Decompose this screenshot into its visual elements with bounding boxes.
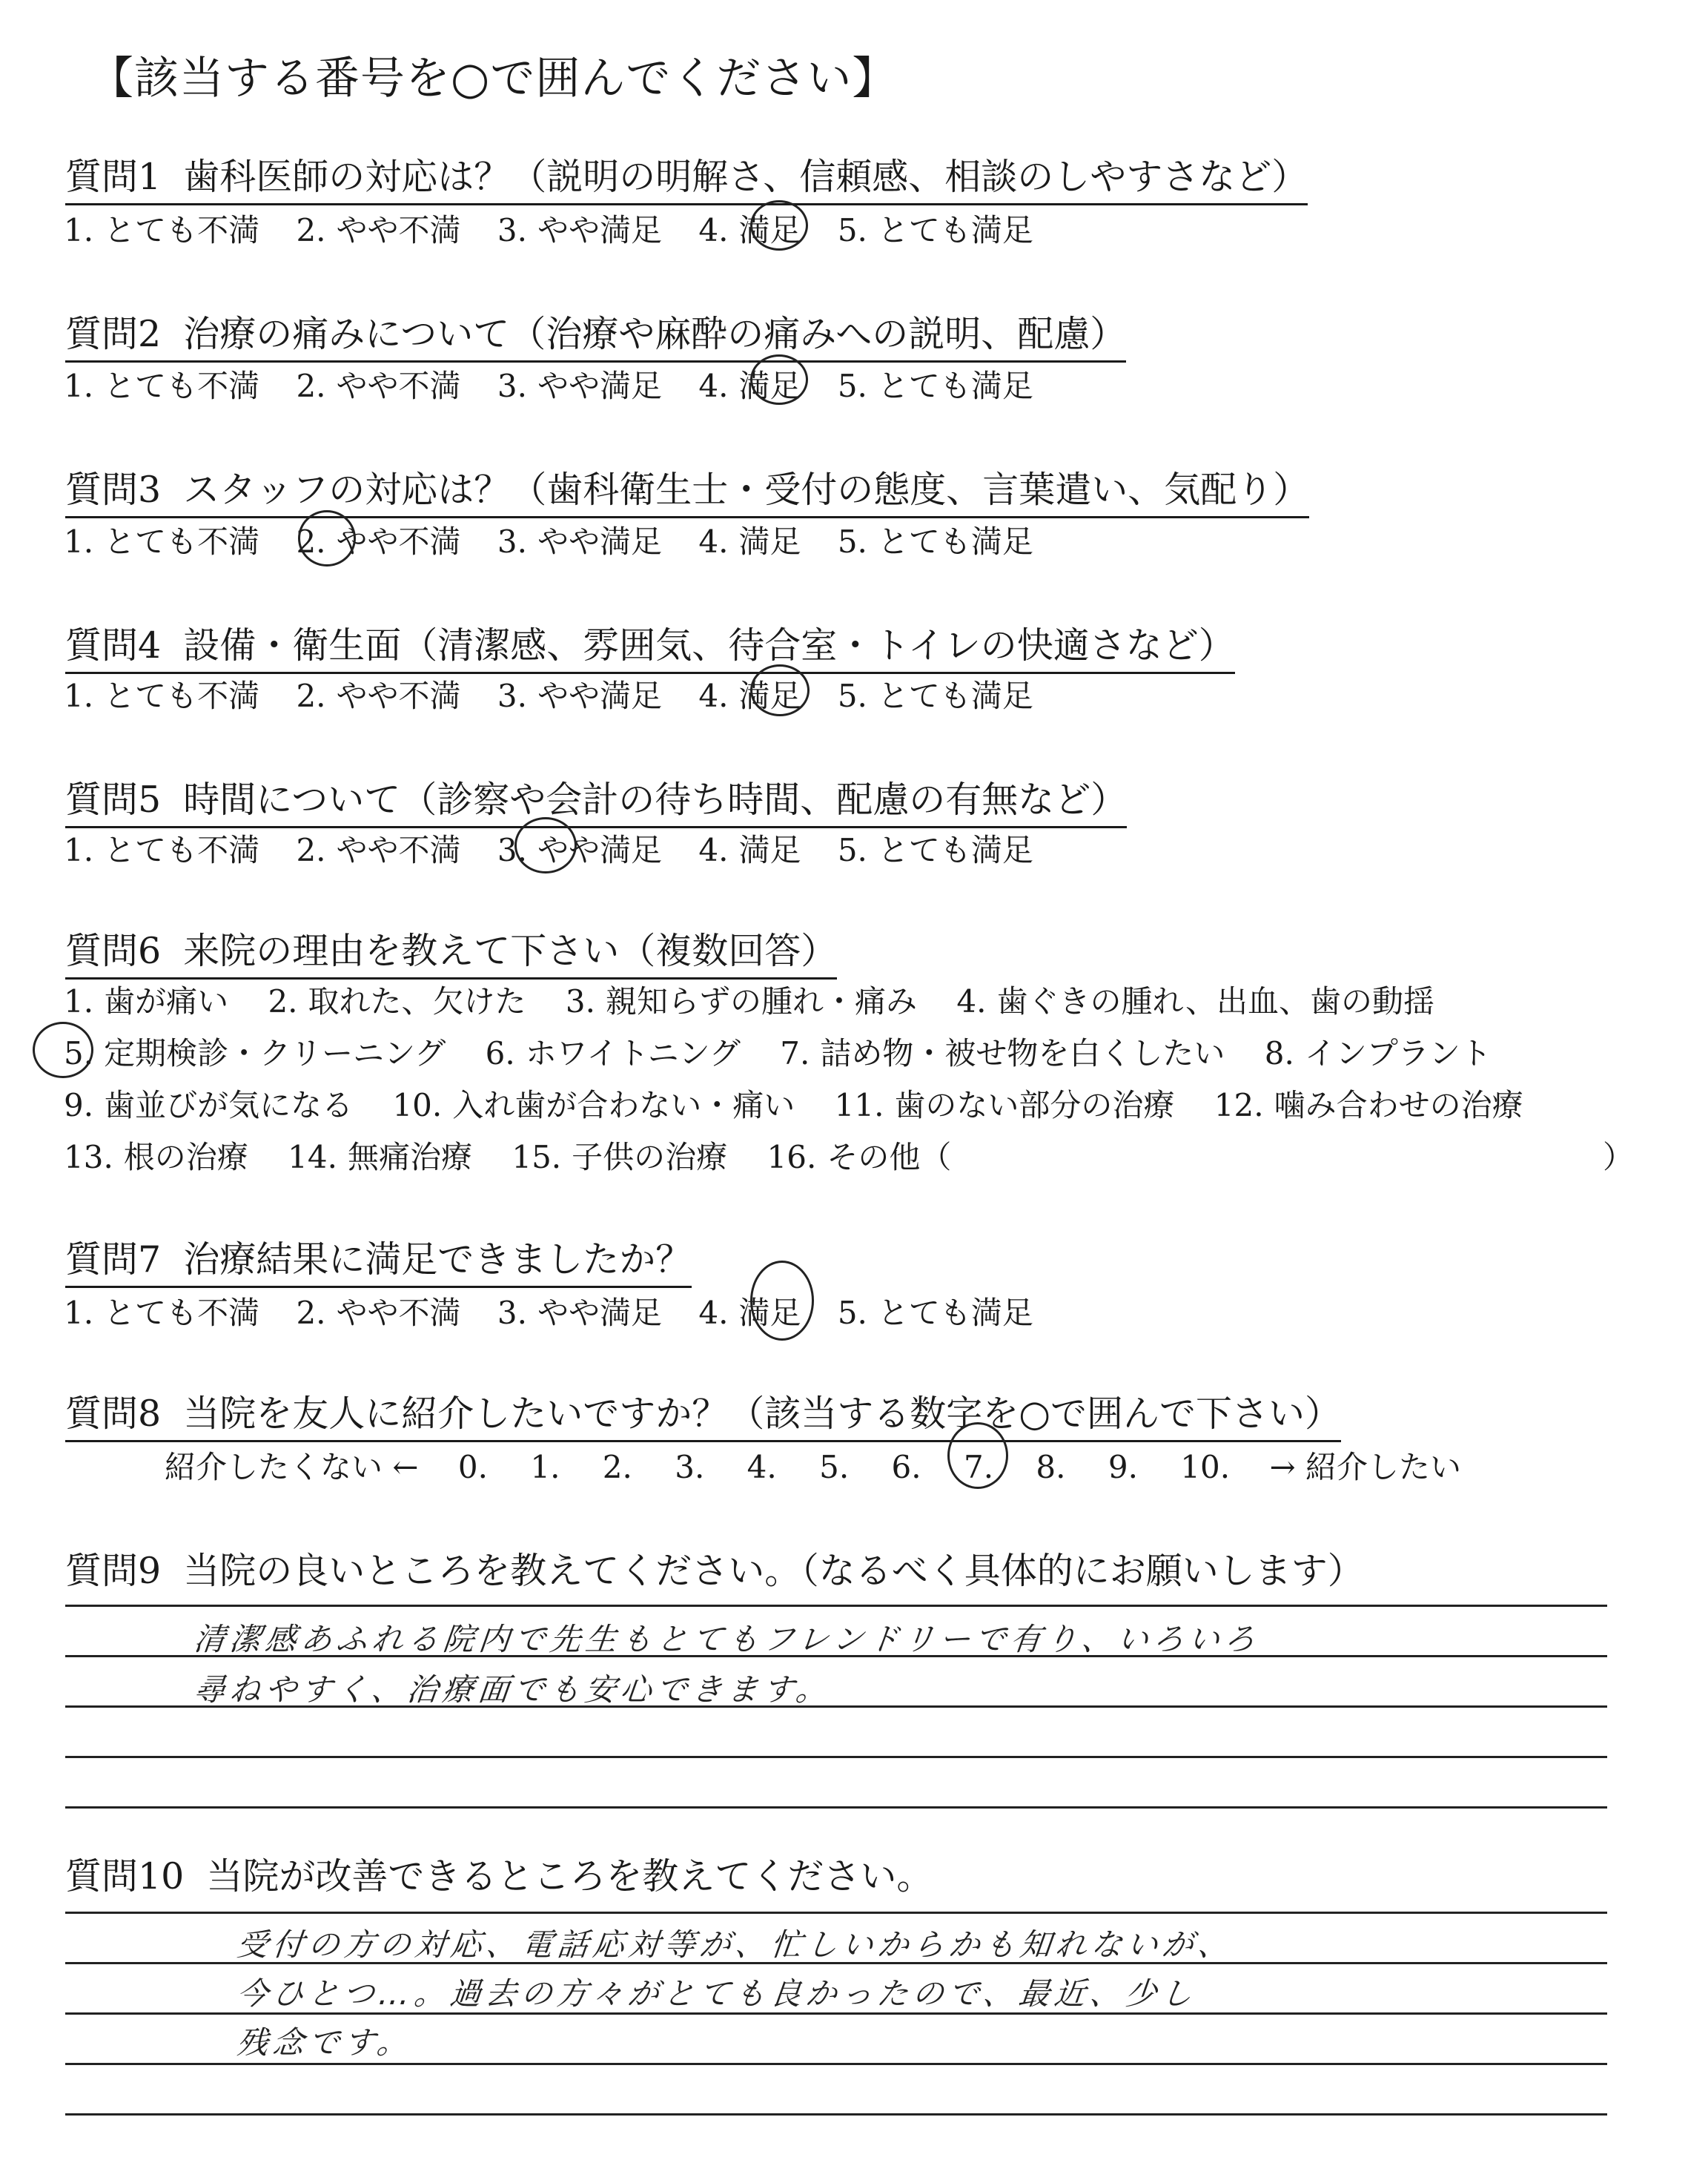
question-10 [65, 1848, 933, 1903]
q8-value-0[interactable]: 0. [457, 1449, 488, 1485]
q6-option-9[interactable]: 9. 歯並びが気になる [64, 1087, 354, 1123]
question-text: 治療結果に満足できましたか？ [183, 1238, 692, 1281]
q2-option-1[interactable]: 1. とても不満 [64, 368, 260, 404]
scale-right-label: → 紹介したい [1269, 1449, 1461, 1485]
question-3 [65, 461, 1309, 518]
q8-value-10[interactable]: 10. [1180, 1449, 1231, 1485]
q6-option-2[interactable]: 2. 取れた、欠けた [268, 983, 526, 1020]
q1-option-4[interactable]: 4. 満足 [698, 212, 801, 248]
q3-option-2[interactable]: 2. やや不満 [296, 524, 461, 560]
question-text: 時間について（診察や会計の待ち時間、配慮の有無など） [183, 779, 1128, 821]
q1-option-1[interactable]: 1. とても不満 [64, 212, 260, 248]
question-1 [65, 148, 1308, 205]
q8-answer-circle [947, 1422, 1008, 1489]
answer-line [65, 2063, 1607, 2065]
q7-option-1[interactable]: 1. とても不満 [64, 1295, 260, 1331]
q6-option-5[interactable]: 5. 定期検診・クリーニング [64, 1035, 446, 1071]
q6-option-15[interactable]: 15. 子供の治療 [512, 1139, 728, 1175]
question-number: 質問5 [65, 779, 162, 821]
answer-line [65, 1756, 1607, 1758]
q8-value-4[interactable]: 4. [747, 1449, 777, 1485]
q7-option-5[interactable]: 5. とても満足 [837, 1295, 1033, 1331]
q3-answer-circle [298, 510, 356, 567]
q6-option-13[interactable]: 13. 根の治療 [64, 1139, 248, 1175]
q7-options[interactable] [64, 1289, 1033, 1333]
question-text: 設備・衛生面（清潔感、雰囲気、待合室・トイレの快適さなど） [183, 624, 1235, 667]
q2-options[interactable] [64, 362, 1033, 406]
q6-options-row-3[interactable] [64, 1081, 1553, 1126]
q8-value-7[interactable]: 7. [963, 1449, 994, 1485]
q8-value-6[interactable]: 6. [891, 1449, 921, 1485]
question-text: スタッフの対応は？（歯科衛生士・受付の態度、言葉遣い、気配り） [183, 469, 1310, 511]
q4-option-4[interactable]: 4. 満足 [698, 678, 801, 714]
question-5 [65, 771, 1127, 828]
q10-handwritten-line-2[interactable]: 今ひとつ…。過去の方々がとても良かったので、最近、少し [235, 1975, 1199, 2012]
question-number: 質問8 [65, 1393, 162, 1435]
question-number: 質問4 [65, 624, 162, 667]
q3-option-5[interactable]: 5. とても満足 [837, 524, 1033, 560]
answer-line [65, 1605, 1607, 1607]
q3-option-4[interactable]: 4. 満足 [698, 524, 801, 560]
q9-handwritten-line-2[interactable]: 尋ねやすく、治療面でも安心できます。 [192, 1671, 834, 1708]
q5-option-4[interactable]: 4. 満足 [698, 832, 801, 868]
q5-option-2[interactable]: 2. やや不満 [296, 832, 461, 868]
question-number: 質問2 [65, 313, 162, 355]
q3-option-3[interactable]: 3. やや満足 [497, 524, 662, 560]
q6-answer-circle [33, 1022, 93, 1078]
q2-option-3[interactable]: 3. やや満足 [497, 368, 662, 404]
q5-answer-circle [514, 817, 577, 873]
question-text: 当院を友人に紹介したいですか？（該当する数字を○で囲んで下さい） [183, 1393, 1341, 1435]
question-7 [65, 1231, 692, 1288]
q7-option-2[interactable]: 2. やや不満 [296, 1295, 461, 1331]
question-2 [65, 305, 1126, 363]
q3-options[interactable] [64, 518, 1033, 562]
answer-line [65, 1806, 1607, 1809]
question-6 [65, 922, 837, 980]
q6-option-4[interactable]: 4. 歯ぐきの腫れ、出血、歯の動揺 [956, 983, 1434, 1020]
q8-value-1[interactable]: 1. [530, 1449, 560, 1485]
q1-options[interactable] [64, 206, 1033, 251]
q6-options-row-1[interactable] [64, 977, 1464, 1022]
q1-answer-circle [750, 200, 808, 251]
question-text: 治療の痛みについて（治療や麻酔の痛みへの説明、配慮） [183, 313, 1127, 355]
question-8 [65, 1385, 1341, 1442]
q8-scale[interactable] [165, 1443, 1461, 1487]
q6-option-11[interactable]: 11. 歯のない部分の治療 [834, 1087, 1175, 1123]
q6-option-3[interactable]: 3. 親知らずの腫れ・痛み [565, 983, 917, 1020]
q10-handwritten-line-3[interactable]: 残念です。 [235, 2024, 414, 2061]
q7-option-4[interactable]: 4. 満足 [698, 1295, 801, 1331]
q5-option-5[interactable]: 5. とても満足 [837, 832, 1033, 868]
question-number: 質問3 [65, 469, 162, 511]
question-9 [65, 1542, 1364, 1597]
q8-value-5[interactable]: 5. [819, 1449, 850, 1485]
question-number: 質問9 [65, 1550, 162, 1592]
q6-option-16[interactable]: 16. その他（ [767, 1139, 952, 1175]
q2-option-4[interactable]: 4. 満足 [698, 368, 801, 404]
q4-answer-circle [750, 664, 810, 716]
q8-value-8[interactable]: 8. [1036, 1449, 1066, 1485]
form-title: 【該当する番号を○で囲んでください】 [89, 53, 898, 105]
q8-value-9[interactable]: 9. [1108, 1449, 1138, 1485]
q7-answer-circle [750, 1261, 814, 1341]
q5-option-1[interactable]: 1. とても不満 [64, 832, 260, 868]
q6-options-row-2[interactable] [64, 1029, 1521, 1074]
q9-handwritten-line-1[interactable]: 清潔感あふれる院内で先生もとてもフレンドリーで有り、いろいろ [192, 1621, 1262, 1657]
question-number: 質問1 [65, 156, 162, 198]
q6-option-10[interactable]: 10. 入れ歯が合わない・痛い [392, 1087, 795, 1123]
question-number: 質問10 [65, 1855, 185, 1898]
q4-option-1[interactable]: 1. とても不満 [64, 678, 260, 714]
q6-option-7[interactable]: 7. 詰め物・被せ物を白くしたい [780, 1035, 1225, 1071]
q4-option-3[interactable]: 3. やや満足 [497, 678, 662, 714]
question-4 [65, 617, 1235, 674]
q6-option-6[interactable]: 6. ホワイトニング [485, 1035, 741, 1071]
question-number: 質問7 [65, 1238, 162, 1281]
q2-answer-circle [750, 354, 808, 405]
q2-option-2[interactable]: 2. やや不満 [296, 368, 461, 404]
q4-option-2[interactable]: 2. やや不満 [296, 678, 461, 714]
q6-option-14[interactable]: 14. 無痛治療 [288, 1139, 472, 1175]
answer-line [65, 2113, 1607, 2116]
question-text: 来院の理由を教えて下さい（複数回答） [183, 930, 838, 972]
q1-option-2[interactable]: 2. やや不満 [296, 212, 461, 248]
q4-option-5[interactable]: 5. とても満足 [837, 678, 1033, 714]
q7-option-3[interactable]: 3. やや満足 [497, 1295, 662, 1331]
scale-left-label: 紹介したくない ← [165, 1449, 419, 1485]
question-text: 歯科医師の対応は？（説明の明解さ、信頼感、相談のしやすさなど） [183, 156, 1308, 198]
q2-option-5[interactable]: 5. とても満足 [837, 368, 1033, 404]
q8-value-3[interactable]: 3. [675, 1449, 705, 1485]
q1-option-3[interactable]: 3. やや満足 [497, 212, 662, 248]
answer-line [65, 1912, 1607, 1914]
q1-option-5[interactable]: 5. とても満足 [837, 212, 1033, 248]
q5-option-3[interactable]: 3. やや満足 [497, 832, 662, 868]
q6-option-8[interactable]: 8. インプラント [1264, 1035, 1492, 1071]
q8-value-2[interactable]: 2. [602, 1449, 632, 1485]
question-text: 当院の良いところを教えてください。（なるべく具体的にお願いします） [183, 1550, 1364, 1592]
q6-options-row-4[interactable] [64, 1133, 981, 1178]
q3-option-1[interactable]: 1. とても不満 [64, 524, 260, 560]
q6-option-1[interactable]: 1. 歯が痛い [64, 983, 229, 1020]
other-close-paren: ） [1603, 1139, 1635, 1175]
question-text: 当院が改善できるところを教えてください。 [206, 1855, 933, 1898]
q4-options[interactable] [64, 672, 1033, 716]
question-number: 質問6 [65, 930, 162, 972]
q10-handwritten-line-1[interactable]: 受付の方の対応、電話応対等が、忙しいからかも知れないが、 [235, 1926, 1236, 1963]
q6-option-12[interactable]: 12. 噛み合わせの治療 [1214, 1087, 1523, 1123]
